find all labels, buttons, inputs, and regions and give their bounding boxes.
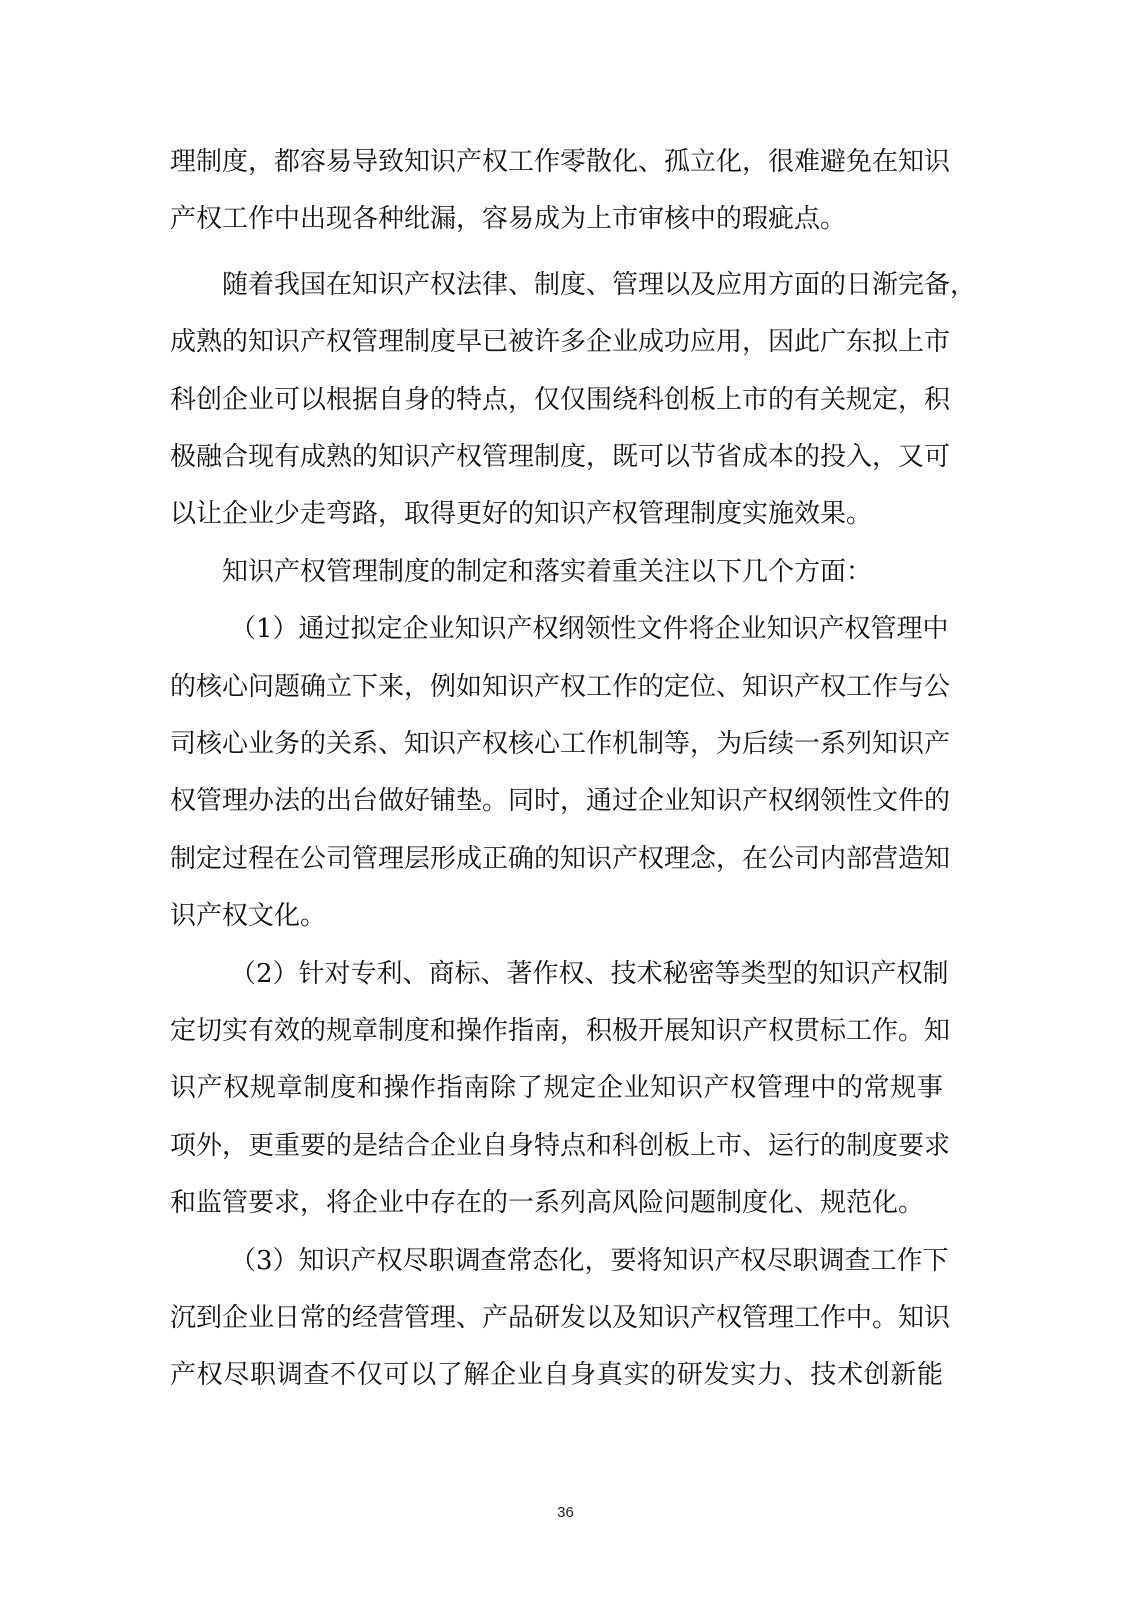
text-line: 项外，更重要的是结合企业自身特点和科创板上市、运行的制度要求: [170, 1131, 951, 1161]
text-line: 极融合现有成熟的知识产权管理制度，既可以节省成本的投入，又可: [170, 442, 951, 472]
page-number: 36: [557, 1504, 574, 1521]
text-line: 理制度，都容易导致知识产权工作零散化、孤立化，很难避免在知识: [170, 147, 951, 177]
text-line: 和监管要求，将企业中存在的一系列高风险问题制度化、规范化。: [170, 1188, 925, 1218]
text-line: 产权工作中出现各种纰漏，容易成为上市审核中的瑕疵点。: [170, 204, 847, 234]
text-line: 识产权文化。: [170, 901, 327, 931]
text-line: 以让企业少走弯路，取得更好的知识产权管理制度实施效果。: [170, 499, 873, 529]
text-line: 识产权规章制度和操作指南除了规定企业知识产权管理中的常规事: [170, 1073, 943, 1103]
text-line: （2）针对专利、商标、著作权、技术秘密等类型的知识产权制: [230, 959, 949, 989]
text-line: 沉到企业日常的经营管理、产品研发以及知识产权管理工作中。知识: [170, 1303, 951, 1333]
text-line: 定切实有效的规章制度和操作指南，积极开展知识产权贯标工作。知: [170, 1016, 951, 1046]
text-line: 制定过程在公司管理层形成正确的知识产权理念，在公司内部营造知: [170, 844, 951, 874]
text-line: 权管理办法的出台做好铺垫。同时，通过企业知识产权纲领性文件的: [170, 786, 951, 816]
text-line: （1）通过拟定企业知识产权纲领性文件将企业知识产权管理中: [230, 614, 949, 644]
text-line: 科创企业可以根据自身的特点，仅仅围绕科创板上市的有关规定，积: [170, 385, 951, 415]
text-line: 司核心业务的关系、知识产权核心工作机制等，为后续一系列知识产: [170, 729, 951, 759]
text-line: 的核心问题确立下来，例如知识产权工作的定位、知识产权工作与公: [170, 672, 951, 702]
text-line: 产权尽职调查不仅可以了解企业自身真实的研发实力、技术创新能: [170, 1360, 943, 1390]
text-line: 随着我国在知识产权法律、制度、管理以及应用方面的日渐完备，: [222, 270, 977, 300]
text-line: 成熟的知识产权管理制度早已被许多企业成功应用，因此广东拟上市: [170, 327, 951, 357]
text-line: （3）知识产权尽职调查常态化，要将知识产权尽职调查工作下: [230, 1246, 949, 1276]
text-line: 知识产权管理制度的制定和落实着重关注以下几个方面：: [222, 557, 873, 587]
